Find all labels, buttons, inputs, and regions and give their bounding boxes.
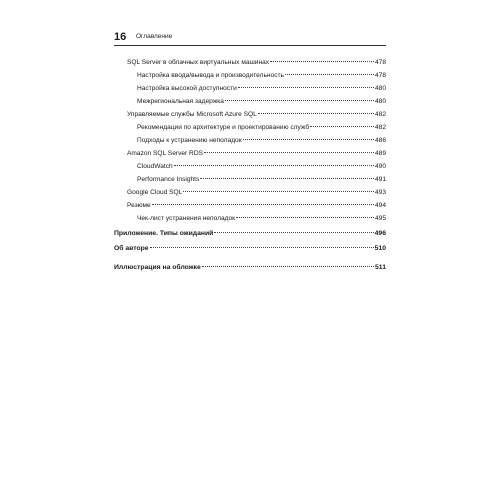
toc-entry [114,244,386,254]
toc-entry-title: Настройка высокой доступности [137,85,237,92]
toc-entry [137,97,386,107]
toc-entry-page: 491 [374,176,386,183]
dot-leader [200,178,374,179]
toc-entry-title: Рекомендации по архитектуре и проектированию служб [137,124,310,131]
toc-entry [137,71,386,81]
toc-entry-title: SQL Server в облачных виртуальных машинах [127,59,270,66]
toc-entry-page: 510 [374,245,386,252]
toc-entry-page: 478 [374,72,386,79]
page-header [114,30,386,46]
toc-entry [137,123,386,133]
toc-entry-page: 493 [374,189,386,196]
dot-leader [238,87,374,88]
dot-leader [236,217,374,218]
dot-leader [270,61,374,62]
toc-entry-title: Чек-лист устранения неполадок [137,215,236,222]
toc-entry [137,84,386,94]
toc-entry-title: Об авторе [114,245,149,252]
toc-entry-title: Настройка ввода/вывода и производительность [137,72,284,79]
toc-entry [137,175,386,185]
toc-entry [137,214,386,224]
toc-entry-page: 495 [374,215,386,222]
toc-entry-page: 482 [374,111,386,118]
dot-leader [214,232,373,233]
toc-entry-page: 496 [374,230,386,237]
toc-entry-title: Google Cloud SQL [127,189,183,196]
page-number: 16 [114,31,127,43]
dot-leader [285,74,374,75]
toc-entry-title: Иллюстрация на обложке [114,264,201,271]
toc-entry-page: 490 [374,163,386,170]
toc-entry [127,149,386,159]
running-title: Оглавление [136,33,173,40]
dot-leader [258,113,374,114]
toc-entry-page: 511 [375,264,386,271]
toc-entry [114,229,386,239]
toc-entry-page: 478 [374,59,386,66]
toc-entry-page: 480 [374,85,386,92]
dot-leader [152,204,374,205]
header-rule [114,45,386,46]
toc-entry [127,110,386,120]
toc-entry [137,136,386,146]
dot-leader [202,266,374,267]
toc-entry [127,201,386,211]
toc-entry [137,162,386,172]
toc-entry-title: Управляемые службы Microsoft Azure SQL [127,111,257,118]
toc-entry-title: CloudWatch [137,163,173,170]
toc-entry-title: Amazon SQL Server RDS [127,150,203,157]
toc-entry-title: Подходы к устранению неполадок [137,137,242,144]
toc-entry-title: Performance Insights [137,176,200,183]
dot-leader [174,165,374,166]
dot-leader [150,247,374,248]
dot-leader [243,139,374,140]
toc-entry-title: Резюме [127,202,151,209]
dot-leader [183,191,374,192]
toc-entry [114,263,386,273]
toc-entry-page: 482 [374,124,386,131]
dot-leader [310,126,374,127]
toc-entry [127,188,386,198]
toc-entry-page: 489 [374,150,386,157]
toc-entry-title: Межрегиональная задержка [137,98,224,105]
toc-entry [127,58,386,68]
toc-entry-page: 486 [374,137,386,144]
toc-entry-page: 480 [374,98,386,105]
dot-leader [204,152,374,153]
toc-entry-title: Приложение. Типы ожиданий [114,230,214,237]
toc-entry-page: 494 [374,202,386,209]
dot-leader [225,100,374,101]
